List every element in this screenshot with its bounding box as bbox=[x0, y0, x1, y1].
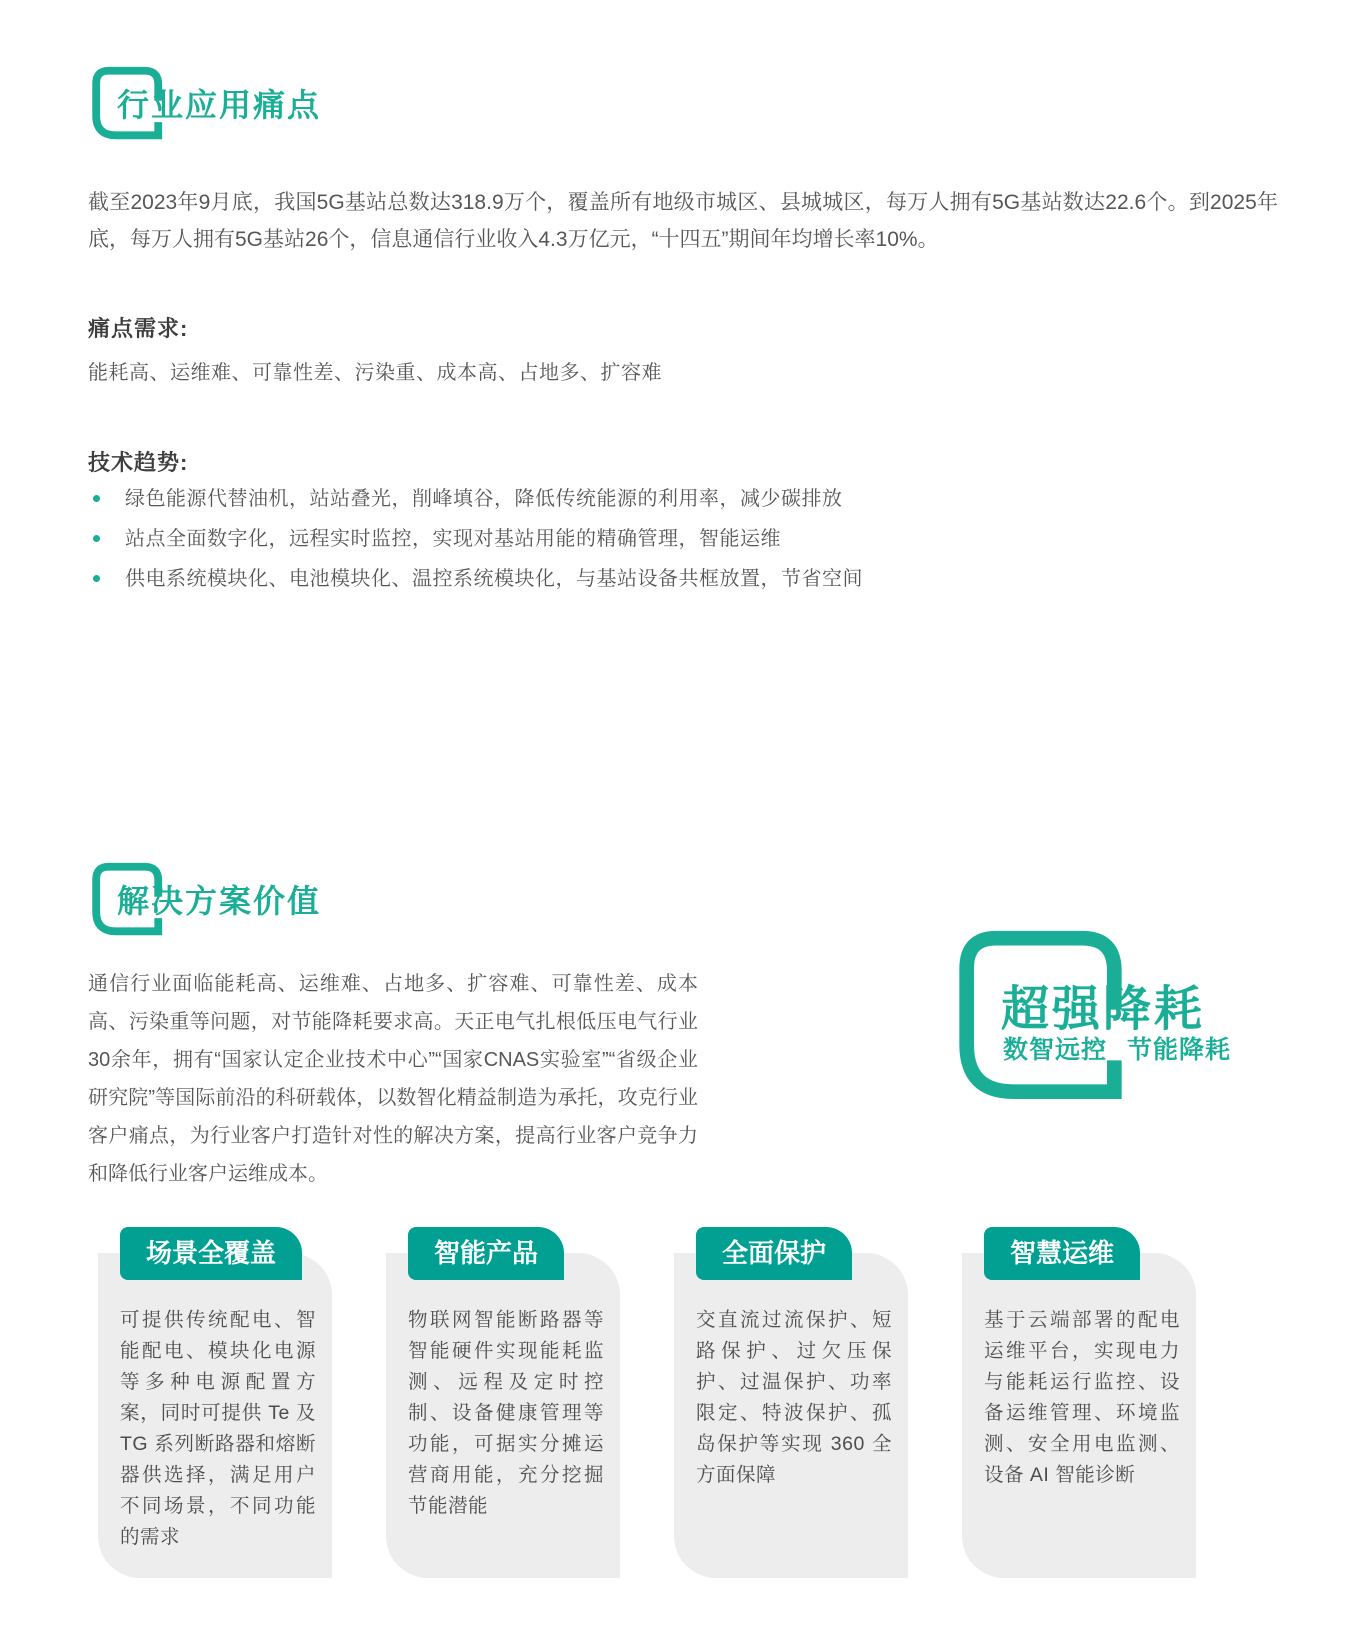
pain-demand-text: 能耗高、运维难、可靠性差、污染重、成本高、占地多、扩容难 bbox=[88, 362, 662, 384]
section-header-pain-points bbox=[90, 64, 510, 148]
bullet-dot-icon bbox=[93, 575, 100, 582]
highlight-title: 超强降耗 bbox=[1001, 983, 1206, 1036]
card-body-text: 物联网智能断路器等智能硬件实现能耗监测、远程及定时控制、设备健康管理等功能，可据实分摊运营商用能，充分挖掘节能潜能 bbox=[408, 1309, 604, 1517]
feature-card-smart-products bbox=[386, 1238, 620, 1578]
card-badge: 全面保护 bbox=[696, 1227, 852, 1280]
card-body-text: 可提供传统配电、智能配电、模块化电源等多种电源配置方案，同时可提供 Te 及 TG 系列断路器和熔断器供选择，满足用户不同场景，不同功能的需求 bbox=[120, 1309, 316, 1548]
section-header-solution-value bbox=[90, 860, 510, 944]
card-badge: 智慧运维 bbox=[984, 1227, 1140, 1280]
bullet-dot-icon bbox=[93, 535, 100, 542]
highlight-card bbox=[952, 922, 1292, 1122]
feature-card-smart-ops bbox=[962, 1238, 1196, 1578]
card-badge: 智能产品 bbox=[408, 1227, 564, 1280]
card-body-text: 交直流过流保护、短路保护、过欠压保护、过温保护、功率限定、特波保护、孤岛保护等实现 360 全方面保障 bbox=[696, 1309, 892, 1486]
bullet-dot-icon bbox=[93, 495, 100, 502]
list-item-text: 绿色能源代替油机，站站叠光，削峰填谷，降低传统能源的利用率，减少碳排放 bbox=[125, 488, 843, 510]
feature-card-full-protection bbox=[674, 1238, 908, 1578]
solution-paragraph: 通信行业面临能耗高、运维难、占地多、扩容难、可靠性差、成本高、污染重等问题，对节能降耗要求高。天正电气扎根低压电气行业30余年，拥有“国家认定企业技术中心”“国家CNAS实验室”“省级企业研究院”等国际前沿的科研载体，以数智化精益制造为承托，攻克行业客户痛点，为行业客户打造针对性的解决方案，提高行业客户竞争力和降低行业客户运维成本。 bbox=[88, 973, 698, 1185]
list-item bbox=[88, 526, 988, 552]
pain-demand-heading: 痛点需求: bbox=[88, 316, 189, 341]
intro-paragraph: 截至2023年9月底，我国5G基站总数达318.9万个，覆盖所有地级市城区、县城城区，每万人拥有5G基站数达22.6个。到2025年底，每万人拥有5G基站26个，信息通信行业收入4.3万亿元，“十四五”期间年均增长率10%。 bbox=[88, 191, 1278, 251]
tech-trend-list bbox=[88, 486, 988, 606]
list-item bbox=[88, 566, 988, 592]
list-item bbox=[88, 486, 988, 512]
list-item-text: 站点全面数字化，远程实时监控，实现对基站用能的精确管理，智能运维 bbox=[125, 528, 781, 550]
list-item-text: 供电系统模块化、电池模块化、温控系统模块化，与基站设备共框放置，节省空间 bbox=[125, 568, 863, 590]
section-title: 行业应用痛点 bbox=[117, 87, 322, 123]
highlight-subtitle: 数智远控 节能降耗 bbox=[1003, 1036, 1231, 1064]
card-body-text: 基于云端部署的配电运维平台，实现电力与能耗运行监控、设备运维管理、环境监测、安全用电监测、设备 AI 智能诊断 bbox=[984, 1309, 1180, 1486]
feature-card-scene-coverage bbox=[98, 1238, 332, 1578]
feature-cards-row bbox=[98, 1238, 1196, 1578]
tech-trend-heading: 技术趋势: bbox=[88, 450, 189, 475]
section-title: 解决方案价值 bbox=[117, 883, 322, 919]
card-badge: 场景全覆盖 bbox=[120, 1227, 302, 1280]
